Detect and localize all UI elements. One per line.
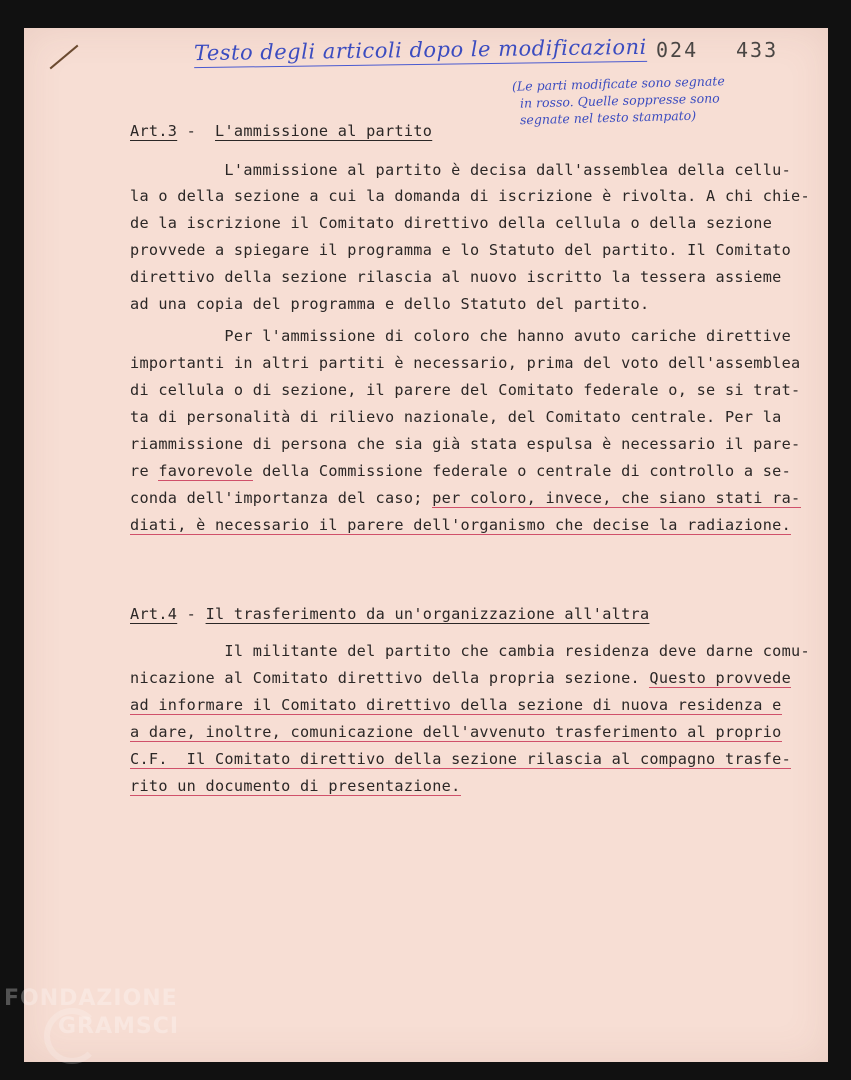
text-segment: re bbox=[130, 462, 159, 480]
red-marked-text: a dare, inoltre, comunicazione dell'avvenuto trasferimento al proprio bbox=[130, 723, 782, 741]
art3-line-8: importanti in altri partiti è necessario, prima del voto dell'assemblea bbox=[130, 354, 801, 372]
art3-heading bbox=[130, 121, 432, 141]
art4-line-1: Il militante del partito che cambia residenza deve darne comu- bbox=[130, 642, 810, 660]
red-marked-text: C.F. Il Comitato direttivo della sezione rilascia al compagno trasfe- bbox=[130, 750, 792, 768]
art3-line-12 bbox=[130, 461, 791, 481]
handwritten-note-line-2: in rosso. Quelle soppresse sono bbox=[519, 90, 720, 111]
art4-title: Il trasferimento da un'organizzazione all'altra bbox=[205, 605, 650, 623]
art4-line-2 bbox=[130, 668, 791, 688]
art3-line-14 bbox=[130, 515, 791, 535]
document-page bbox=[24, 28, 828, 1062]
red-marked-text: Questo provvede bbox=[649, 669, 792, 687]
archive-stamp-left: 024 bbox=[656, 38, 699, 62]
text-segment: della Commissione federale o centrale di controllo a se- bbox=[252, 462, 792, 480]
art3-line-2: la o della sezione a cui la domanda di iscrizione è rivolta. A chi chie- bbox=[130, 187, 810, 205]
art3-line-7: Per l'ammissione di coloro che hanno avuto cariche direttive bbox=[130, 327, 792, 345]
art4-line-6 bbox=[130, 776, 461, 796]
art4-dash: - bbox=[186, 605, 197, 623]
handwritten-title: Testo degli articoli dopo le modificazioni bbox=[194, 35, 647, 68]
red-marked-text: favorevole bbox=[158, 462, 253, 480]
art4-line-4 bbox=[130, 722, 782, 742]
art4-number: Art.4 bbox=[130, 605, 178, 623]
handwritten-note-line-3: segnate nel testo stampato) bbox=[519, 107, 697, 128]
art3-line-9: di cellula o di sezione, il parere del Comitato federale o, se si trat- bbox=[130, 381, 801, 399]
red-marked-text: diati, è necessario il parere dell'organismo che decise la radiazione. bbox=[130, 516, 792, 534]
art3-line-1: L'ammissione al partito è decisa dall'assemblea della cellu- bbox=[130, 161, 792, 179]
text-segment: conda dell'importanza del caso; bbox=[130, 489, 433, 507]
art3-line-6: ad una copia del programma e dello Statuto del partito. bbox=[130, 295, 650, 313]
red-marked-text: ad informare il Comitato direttivo della sezione di nuova residenza e bbox=[130, 696, 782, 714]
art3-line-4: provvede a spiegare il programma e lo Statuto del partito. Il Comitato bbox=[130, 241, 792, 259]
art3-number: Art.3 bbox=[130, 122, 178, 140]
art4-heading bbox=[130, 604, 649, 624]
art3-line-13 bbox=[130, 488, 801, 508]
art4-line-5 bbox=[130, 749, 791, 769]
red-marked-text: rito un documento di presentazione. bbox=[130, 777, 461, 795]
handwritten-note-line-1: (Le parti modificate sono segnate bbox=[511, 73, 725, 94]
watermark-line-1: FONDAZIONE bbox=[4, 986, 178, 1011]
archive-stamp-right: 433 bbox=[736, 38, 779, 62]
watermark-line-2: GRAMSCI bbox=[58, 1014, 180, 1039]
art3-line-10: ta di personalità di rilievo nazionale, del Comitato centrale. Per la bbox=[130, 408, 782, 426]
art3-line-3: de la iscrizione il Comitato direttivo della cellula o della sezione bbox=[130, 214, 773, 232]
art4-line-3 bbox=[130, 695, 782, 715]
art3-line-5: direttivo della sezione rilascia al nuovo iscritto la tessera assieme bbox=[130, 268, 782, 286]
text-segment: nicazione al Comitato direttivo della propria sezione. bbox=[130, 669, 650, 687]
pencil-mark bbox=[50, 45, 79, 70]
red-marked-text: per coloro, invece, che siano stati ra- bbox=[432, 489, 801, 507]
art3-line-11: riammissione di persona che sia già stata espulsa è necessario il pare- bbox=[130, 435, 801, 453]
art3-title: L'ammissione al partito bbox=[215, 122, 433, 140]
art3-dash: - bbox=[186, 122, 197, 140]
